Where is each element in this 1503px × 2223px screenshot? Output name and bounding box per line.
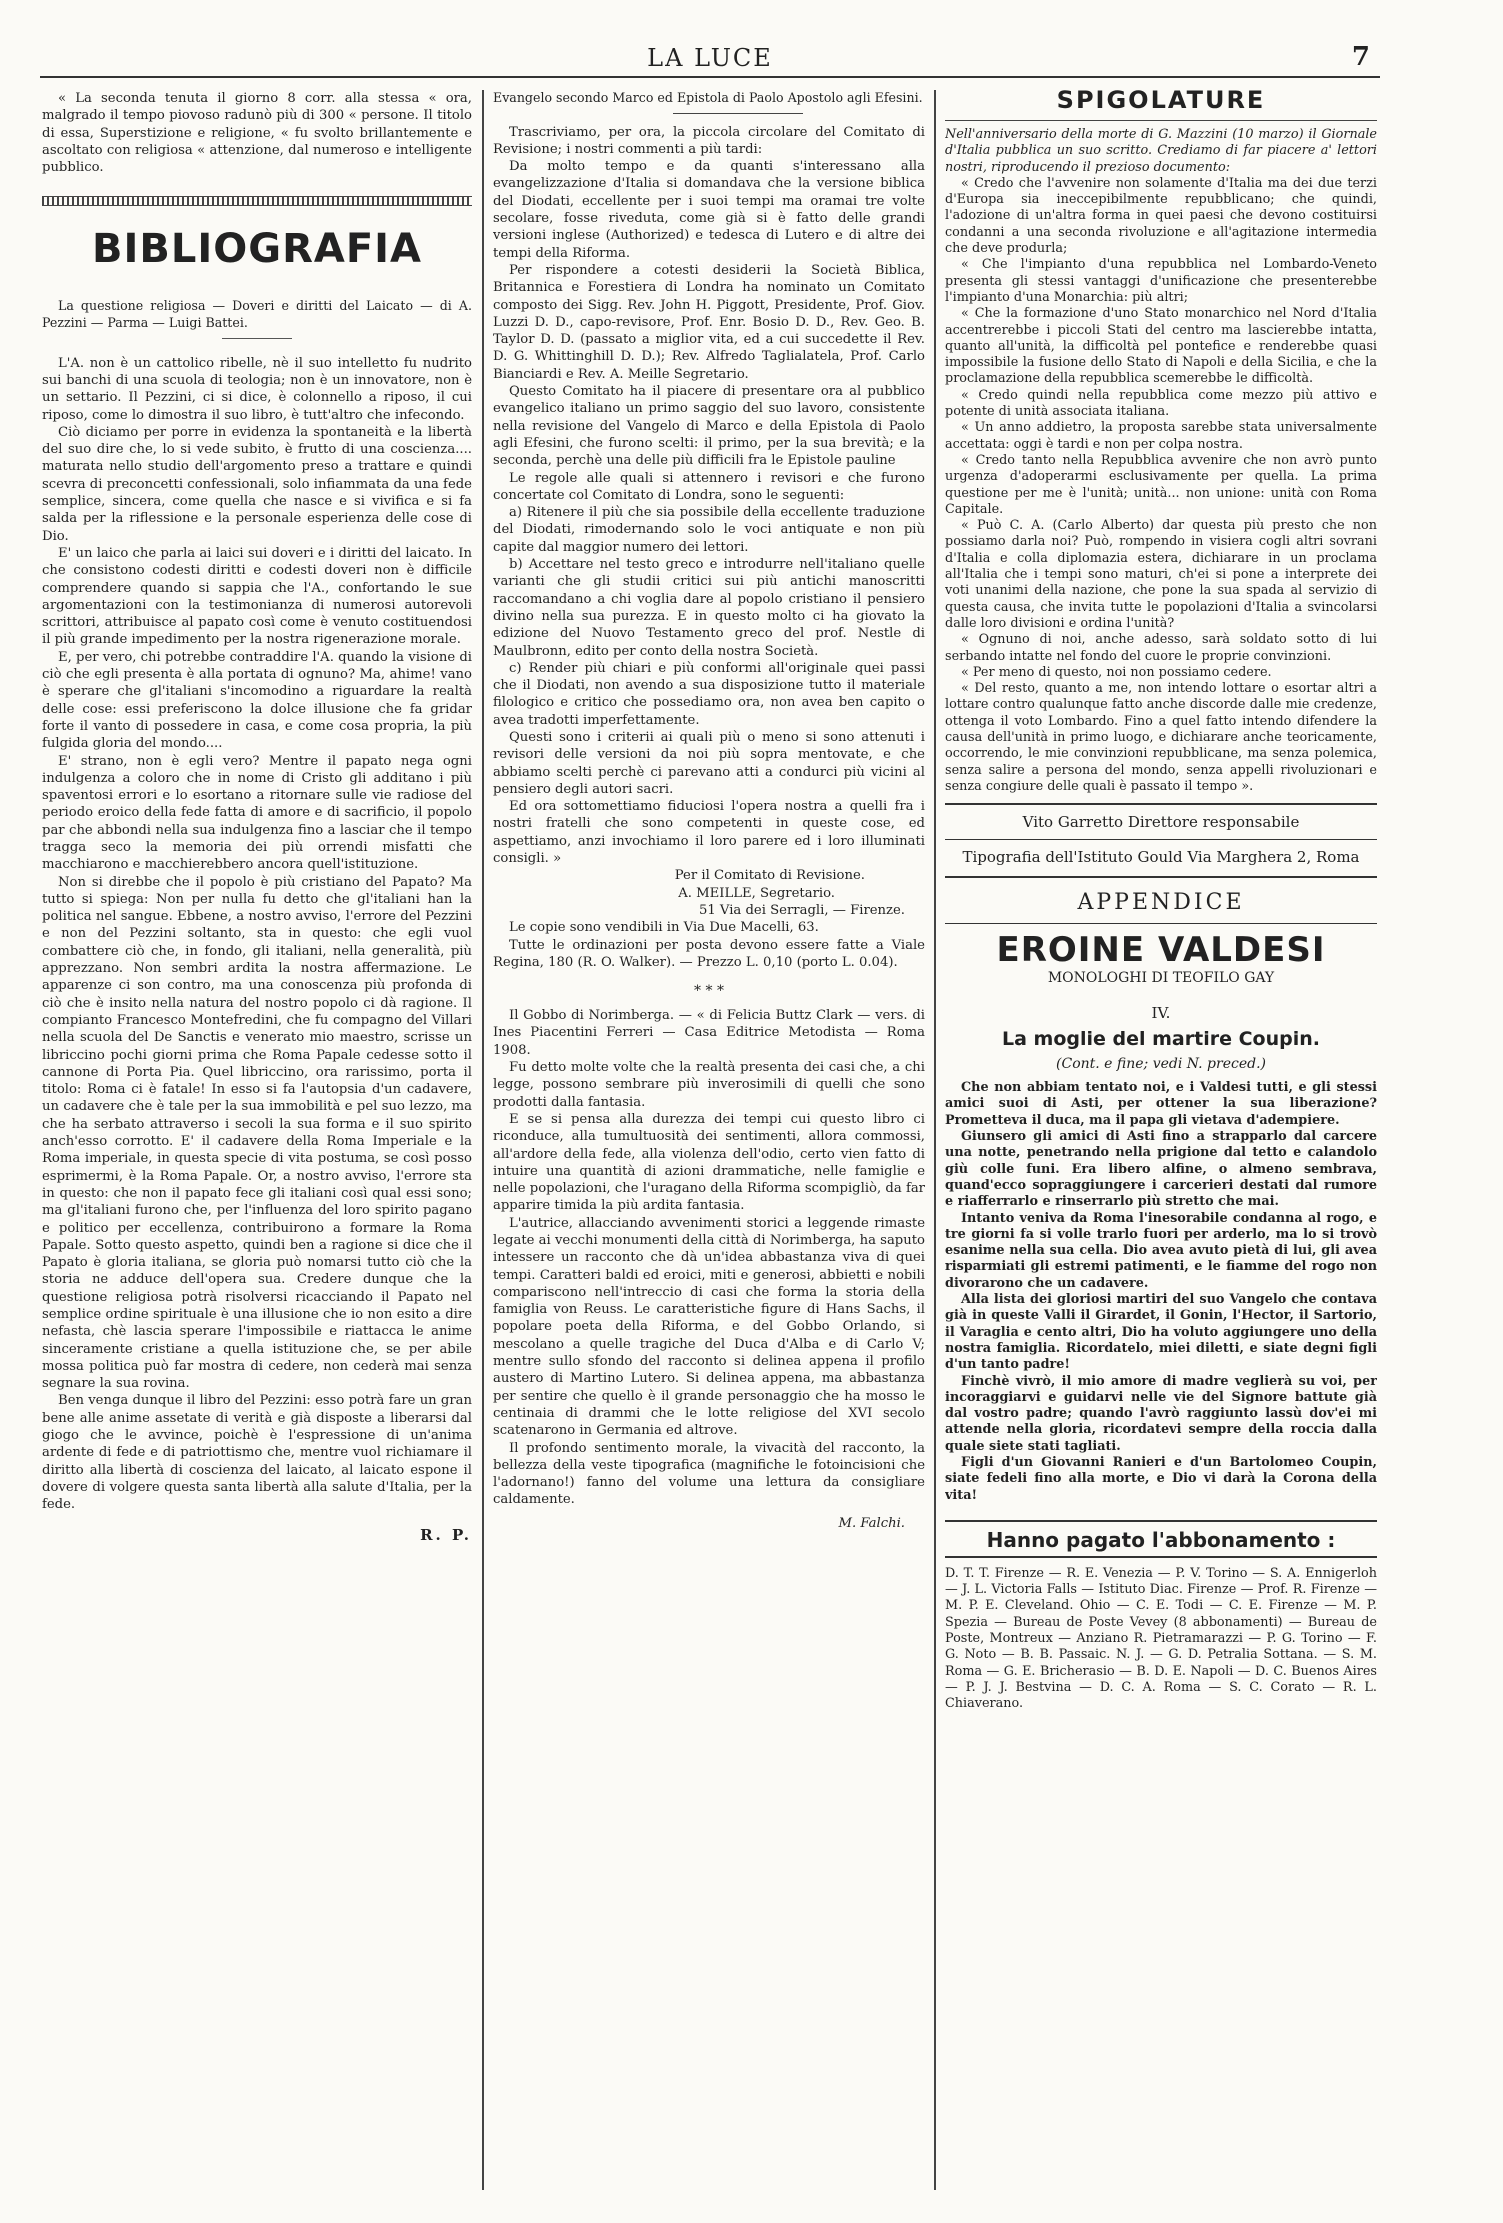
chapter-number: IV. <box>1151 1004 1171 1023</box>
story-paragraph: Giunsero gli amici di Asti fino a strapparlo dal carcere una notte, penetrando nella prigione dal tetto e calandolo giù colle funi. Era libero alfine, o almeno sembrava, quand'ecco sopraggiungere i carcerieri destati dal rumore e riafferrarlo e rinserrarlo più stretto che mai. <box>945 1129 1377 1210</box>
gobbo-paragraph: L'autrice, allacciando avvenimenti storici a leggende rimaste legate ai vecchi monumenti della città di Norimberga, ha saputo intessere un racconto che dà un'idea abbastanza viva di quei tempi. Caratteri baldi ed eroici, miti e generosi, abbietti e nobili compariscono nell'intreccio di casi che forma la storia della famiglia von Reuss. Le caratteristiche figure di Hans Sachs, il popolare poeta della Riforma, e del Gobbo Orlando, si mescolano a quelle tragiche del Duca d'Alba e di Carlo V; mentre sullo sfondo del racconto si delinea appena il profilo austero di Martino Lutero. Si delinea appena, ma abbastanza per sentire che quello è il grande personaggio che ha mosso le centinaia di drammi che le lotte religiose del XVI secolo scatenarono in Germania ed altrove. <box>493 1215 925 1439</box>
mazzini-quote: « Credo che l'avvenire non solamente d'Italia ma dei due terzi d'Europa sia ineccepibilmente repubblicano; che quindi, l'adozione di un'altra forma in quei paesi che devono costituirsi condanni a una seconda rivoluzione e all'agitazione intermedia che deve produrla; <box>945 175 1377 257</box>
circular-paragraph: Questi sono i criterii ai quali più o meno si sono attenuti i revisori delle versioni da noi più sopra mentovate, e che abbiamo scelti perchè ci parevano atti a condurci più vicini al pensiero degli autori sacri. <box>493 729 925 797</box>
spigolature-intro: Nell'anniversario della morte di G. Mazzini (10 marzo) il Giornale d'Italia pubblica un suo scritto. Crediamo di far piacere a' lettori nostri, riproducendo il prezioso documento: <box>945 127 1377 175</box>
review-paragraph: Ciò diciamo per porre in evidenza la spontaneità e la libertà del suo dire che, lo si vede subito, è frutto di una coscienza.... maturata nello studio dell'argomento preso a trattare e quindi scevra di preconcetti confessionali, solo infiammata da una fede semplice, sincera, come quella che nasce e si vivifica e si fa salda per la riflessione e la personale esperienza delle cose di Dio. <box>42 424 472 544</box>
book-reference: La questione religiosa — Doveri e diritti del Laicato — di A. Pezzini — Parma — Luigi Battei. <box>42 298 472 331</box>
printer-line: Tipografia dell'Istituto Gould Via Marghera 2, Roma <box>945 840 1377 878</box>
mazzini-quote: « Che l'impianto d'una repubblica nel Lombardo-Veneto presenta gli stessi vantaggi d'unificazione che presenterebbe l'impianto d'una Monarchia: più altri; <box>945 257 1377 305</box>
subscribers-heading: Hanno pagato l'abbonamento : <box>945 1520 1377 1558</box>
page-number: 7 <box>1351 42 1370 72</box>
gobbo-paragraph: Il profondo sentimento morale, la vivacità del racconto, la bellezza della veste tipografica (magnifiche le fotoincisioni che l'adornano!) fanno del volume una lettura da consigliare caldamente. <box>493 1440 925 1508</box>
subscribers-list: D. T. T. Firenze — R. E. Venezia — P. V. Torino — S. A. Ennigerloh — J. L. Victoria Falls — Istituto Diac. Firenze — Prof. R. Firenze — M. P. E. Cleveland. Ohio — C. E. Todi — C. E. Firenze — M. P. Spezia — Bureau de Poste Vevey (8 abbonamenti) — Bureau de Poste, Montreux — Anziano R. Pietramarazzi — P. G. Torino — F. G. Noto — B. B. Passaic. N. J. — G. D. Petralia Sottana. — S. M. Roma — G. E. Bricherasio — B. D. E. Napoli — D. C. Buenos Aires — P. J. J. Bestvina — D. C. A. Roma — S. C. Corato — R. L. Chiaverano. <box>945 1565 1377 1712</box>
circular-paragraph: Le regole alle quali si attennero i revisori e che furono concertate col Comitato di Londra, sono le seguenti: <box>493 470 925 503</box>
story-paragraph: Finchè vivrò, il mio amore di madre veglierà su voi, per incoraggiarvi e guidarvi nelle vie del Signore battute già dal vostro padre; quando l'avrò raggiunto lassù dov'ei mi attende nella gloria, ricordatevi sempre della roccia dalla quale siete stati tagliati. <box>945 1373 1377 1454</box>
circular-paragraph: Trascriviamo, per ora, la piccola circolare del Comitato di Revisione; i nostri commenti a più tardi: <box>493 124 925 157</box>
sale-info: Tutte le ordinazioni per posta devono essere fatte a Viale Regina, 180 (R. O. Walker). — Prezzo L. 0,10 (porto L. 0.04). <box>493 937 925 970</box>
stars-separator: * * * <box>694 983 724 1000</box>
mazzini-quote: « Del resto, quanto a me, non intendo lottare o esortar altri a lottare contro qualunque fatto anche discorde dalle mie credenze, ottenga il voto Lombardo. Fino a quel fatto intendo difendere la causa dell'unità in primo luogo, e dichiarare anche teoricamente, occorrendo, le mie convinzioni repubblicane, ma senza polemica, senza salire a persona del mondo, senza appelli rivoluzionari e senza congiure delle quali è passato il tempo ». <box>945 681 1377 794</box>
story-paragraph: Intanto veniva da Roma l'inesorabile condanna al rogo, e tre giorni fa si volle trarlo fuori per arderlo, ma lo si trovò esanime nella sua cella. Dio avea avuto pietà di lui, gli avea risparmiati gli estremi patimenti, e le fiamme del rogo non divorarono che un cadavere. <box>945 1210 1377 1291</box>
rule-item: c) Render più chiari e più conformi all'originale quei passi che il Diodati, non avendo a sua disposizione tutto il materiale filologico e critico che possediamo ora, non avea ben capito o avea tradotti imperfettamente. <box>493 660 925 728</box>
section-divider <box>42 196 472 206</box>
eroine-title: EROINE VALDESI <box>996 930 1326 971</box>
circular-paragraph: Questo Comitato ha il piacere di presentare ora al pubblico evangelico italiano un primo saggio del suo lavoro, consistente nella revisione del Vangelo di Marco e della Epistola di Paolo agli Efesini, che furono scelti: il primo, per la sua brevità; e la seconda, perchè una delle più difficili fra le Epistole pauline <box>493 384 925 469</box>
story-title: La moglie del martire Coupin. <box>1002 1028 1320 1051</box>
monologhi-subtitle: MONOLOGHI DI TEOFILO GAY <box>1047 970 1275 987</box>
mazzini-quote: « Credo tanto nella Repubblica avvenire che non avrò punto urgenza d'adoperarmi esclusivamente per quella. La prima questione per me è l'unità; unità... non unione: unità con Roma Capitale. <box>945 452 1377 517</box>
bible-heading: Evangelo secondo Marco ed Epistola di Paolo Apostolo agli Efesini. <box>493 90 923 105</box>
story-paragraph: Figli d'un Giovanni Ranieri e d'un Bartolomeo Coupin, siate fedeli fino alla morte, e Dio vi darà la Corona della vita! <box>945 1455 1377 1503</box>
section-title-spigolature: SPIGOLATURE <box>945 90 1377 121</box>
short-rule <box>673 113 803 114</box>
appendice-heading: APPENDICE <box>945 890 1377 924</box>
section-title-bibliografia: BIBLIOGRAFIA <box>92 226 422 273</box>
review-paragraph: E, per vero, chi potrebbe contraddire l'A. quando la visione di ciò che egli presenta è alla portata di ognuno? Ma, ahime! vano è sperare che gl'italiani s'incomodino a riguardare la realtà delle cose: essi preferiscono la dolce illusione che fa gridar forte il vanto di possedere in casa, e come cosa propria, la più fulgida gloria del mondo.... <box>42 649 472 752</box>
review-paragraph: Non si direbbe che il popolo è più cristiano del Papato? Ma tutto si spiega: Non per nulla fu detto che gl'italiani han la politica nel sangue. Ebbene, a nostro avviso, l'errore del Pezzini e non del Pezzini soltanto, sta in questo: che egli vuol combattere ciò che, in fondo, gli italiani, nella generalità, più apprezzano. Non sembri ardita la nostra affermazione. Le apparenze ci son contro, ma una conoscenza più profonda di ciò che è insito nella natura del nostro popolo ci dà ragione. Il compianto Francesco Montefredini, che fu compagno del Villari nella scuola del De Sanctis e venerato mio maestro, scrisse un libriccino pochi giorni prima che Roma Papale cedesse sotto il cannone di Porta Pia. Quel libriccino, ora rarissimo, porta il titolo: Roma ci è fatale! In esso si fa l'autopsia d'un cadavere, un cadavere che è tale per la sua immobilità e pel suo lezzo, ma che ha serbato attraverso i secoli la sua forma e il suo spirito anch'esso corrotto. E' il cadavere della Roma Imperiale e la Roma imperiale, in questa specie di vita postuma, se così posso esprimermi, è la Roma Papale. Or, a nostro avviso, l'errore sta in questo: che non il papato fece gli italiani così qual essi sono; ma gl'italiani furono che, per l'influenza del loro spirito pagano e politico per eccellenza, contribuirono a formare la Roma Papale. Sotto questo aspetto, quindi ben a ragione si dice che il Papato è gloria italiana, se gloria può nomarsi tutto ciò che la storia ne adduce dell'opera sua. Credere dunque che la questione religiosa potrà risolversi ricacciando il Papato nel semplice ordine spirituale è una illusione che io non esito a dire nefasta, chè lascia sperare l'impossibile e riattacca le anime sinceramente cristiane a quella istituzione che, se per abile mossa politica può far mostra di cedere, non cederà mai senza segnare la sua rovina. <box>42 874 472 1392</box>
secretary-line: A. MEILLE, Segretario. <box>678 885 835 901</box>
director-line: Vito Garretto Direttore responsabile <box>945 811 1377 840</box>
column-divider <box>934 90 936 2190</box>
review-paragraph: E' strano, non è egli vero? Mentre il papato nega ogni indulgenza a coloro che in nome di Cristo gli additano i più spaventosi errori e lo esortano a ritornare sulle vie radiose del periodo eroico della fede fatta di amore e di sacrificio, il popolo par che abbondi nella sua indulgenza fino a lasciar che il tempo tragga seco la memoria dei più orrendi misfatti che macchiarono e macchierebbero ancora quell'istituzione. <box>42 753 472 873</box>
small-divider <box>222 338 292 343</box>
mazzini-quote: « Che la formazione d'uno Stato monarchico nel Nord d'Italia accentrerebbe i piccoli Stati del centro ma lascierebbe intatta, quanto all'unità, la difficoltà pel pontefice e renderebbe quasi impossibile la fusione dello Stato di Napoli e della Sicilia, e che la proclamazione della repubblica scemerebbe le difficoltà. <box>945 306 1377 387</box>
newspaper-title: LA LUCE <box>647 44 773 72</box>
story-paragraph: Che non abbiam tentato noi, e i Valdesi tutti, e gli stessi amici suoi di Asti, per ottener la sua liberazione? Prometteva il duca, ma il papa gli vietava d'adempiere. <box>945 1080 1377 1128</box>
gobbo-signature: M. Falchi. <box>838 1515 905 1531</box>
column-divider <box>482 90 484 2190</box>
mazzini-quote: « Un anno addietro, la proposta sarebbe stata universalmente accettata: oggi è tardi e non per colpa nostra. <box>945 420 1377 452</box>
gobbo-paragraph: Il Gobbo di Norimberga. — « di Felicia Buttz Clark — vers. di Ines Piacentini Ferreri — Casa Editrice Metodista — Roma 1908. <box>493 1008 925 1058</box>
page-header <box>40 40 1380 78</box>
rule-item: a) Ritenere il più che sia possibile della eccellente traduzione del Diodati, rimodernando solo le voci antiquate e non più capite dal maggior numero dei lettori. <box>493 505 925 555</box>
review-paragraph: L'A. non è un cattolico ribelle, nè il suo intelletto fu nudrito sui banchi di una scuola di teologia; non è un innovatore, non è un settario. Il Pezzini, ci si dice, è colonnello a riposo, il cui riposo, come lo dimostra il suo libro, è tutt'altro che infecondo. <box>42 355 472 423</box>
story-paragraph: Alla lista dei gloriosi martiri del suo Vangelo che contava già in queste Valli il Girardet, il Gonin, l'Hector, il Sartorio, il Varaglia e cento altri, Dio ha voluto aggiungere uno della nostra famiglia. Ricordatelo, miei diletti, e siate degni figli d'un tanto padre! <box>945 1292 1377 1373</box>
continuation-note: (Cont. e fine; vedi N. preced.) <box>1056 1056 1266 1073</box>
review-signature: R. P. <box>420 1525 472 1544</box>
circular-paragraph: Per rispondere a cotesti desiderii la Società Biblica, Britannica e Forestiera di Londra ha nominato un Comitato composto dei Sigg. Rev. John H. Piggott, Presidente, Prof. Giov. Luzzi D. D., capo-revisore, Prof. Enr. Bosio D. D., Rev. Geo. B. Taylor D. D. (passato a miglior vita, ed a cui succedette il Rev. D. G. Whittinghill D. D.); Rev. Alfredo Taglialatela, Prof. Carlo Bianciardi e Rev. A. Meille Segretario. <box>493 262 925 382</box>
gobbo-paragraph: Fu detto molte volte che la realtà presenta dei casi che, a chi legge, possono sembrare più inverosimili di quelli che sono prodotti dalla fantasia. <box>493 1060 925 1110</box>
review-paragraph: E' un laico che parla ai laici sui doveri e i diritti del laicato. In che consistono codesti diritti e codesti doveri non è difficile comprendere quando si sappia che l'A., confortando le sue argomentazioni con la testimonianza di numerosi autorevoli scrittori, attribuisce al papato così come è venuto costituendosi il più grande impedimento per la nostra rigenerazione morale. <box>42 545 472 648</box>
rule-item: b) Accettare nel testo greco e introdurre nell'italiano quelle varianti che gli studii critici sui più antichi manoscritti raccomandano a chi voglia dare al popolo cristiano il pensiero divino nella sua purezza. E in questo molto ci ha giovato la edizione del Nuovo Testamento greco del prof. Nestle di Maulbronn, edito per conto della nostra Società. <box>493 557 925 659</box>
intro-paragraph: « La seconda tenuta il giorno 8 corr. alla stessa « ora, malgrado il tempo piovoso radunò più di 300 « persone. Il titolo di essa, Superstizione e religione, « fu svolto brillantemente e ascoltato con religiosa « attenzione, dal numeroso e intelligente pubblico. <box>42 91 472 176</box>
column-1 <box>42 90 472 2190</box>
circular-paragraph: Ed ora sottomettiamo fiduciosi l'opera nostra a quelli fra i nostri fratelli che sono competenti in queste cose, ed aspettiamo, anzi invochiamo il loro parere ed i loro illuminati consigli. » <box>493 799 925 867</box>
committee-line: Per il Comitato di Revisione. <box>674 868 865 884</box>
circular-paragraph: Da molto tempo e da quanti s'interessano alla evangelizzazione d'Italia si domandava che la versione biblica del Diodati, eccellente per i suoi tempi ma oramai tre volte secolare, fosse riveduta, come già si è fatto delle grandi versioni inglese (Authorized) e tedesca di Lutero e di altre dei tempi della Riforma. <box>493 159 925 261</box>
review-paragraph: Ben venga dunque il libro del Pezzini: esso potrà fare un gran bene alle anime assetate di verità e già disposte a liberarsi dal giogo che le avvince, poichè è l'espressione di un'anima ardente di fede e di patriottismo che, mentre vuol richiamare il diritto alla libertà di coscienza del laicato, al laicato espone il dovere di volgere questa santa libertà alla salute d'Italia, per la fede. <box>42 1393 472 1513</box>
column-2 <box>493 90 925 2190</box>
mazzini-quote: « Credo quindi nella repubblica come mezzo più attivo e potente di unità associata italiana. <box>945 387 1377 420</box>
column-3 <box>945 90 1377 2190</box>
sale-info: Le copie sono vendibili in Via Due Macelli, 63. <box>509 920 819 936</box>
gobbo-paragraph: E se si pensa alla durezza dei tempi cui questo libro ci riconduce, alla tumultuosità dei sentimenti, allora commossi, all'ardore della fede, alla violenza dell'odio, certo vien fatto di intuire una quantità di azioni drammatiche, nelle famiglie e nelle popolazioni, che l'uragano della Riforma scompigliò, da far apparire timida la più ardita fantasia. <box>493 1111 925 1214</box>
mazzini-quote: « Può C. A. (Carlo Alberto) dar questa più presto che non possiamo darla noi? Può, rompendo in visiera cogli altri sovrani d'Italia e colla diplomazia estera, dichiarare in un proclama all'Italia che i tempi sono maturi, ch'ei si pone a interprete dei voti unanimi della nazione, che pone la sua spada al servizio di questa causa, che invita tutte le popolazioni d'Italia a svincolarsi dalle loro divisioni e ordina l'unità? <box>945 518 1377 631</box>
mazzini-quote: « Ognuno di noi, anche adesso, sarà soldato sotto di lui serbando intatte nel fondo del cuore le proprie convinzioni. <box>945 632 1377 664</box>
mazzini-quote: « Per meno di questo, noi non possiamo cedere. <box>961 664 1272 680</box>
address-line: 51 Via dei Serragli, — Firenze. <box>698 902 905 918</box>
rule <box>945 803 1377 805</box>
